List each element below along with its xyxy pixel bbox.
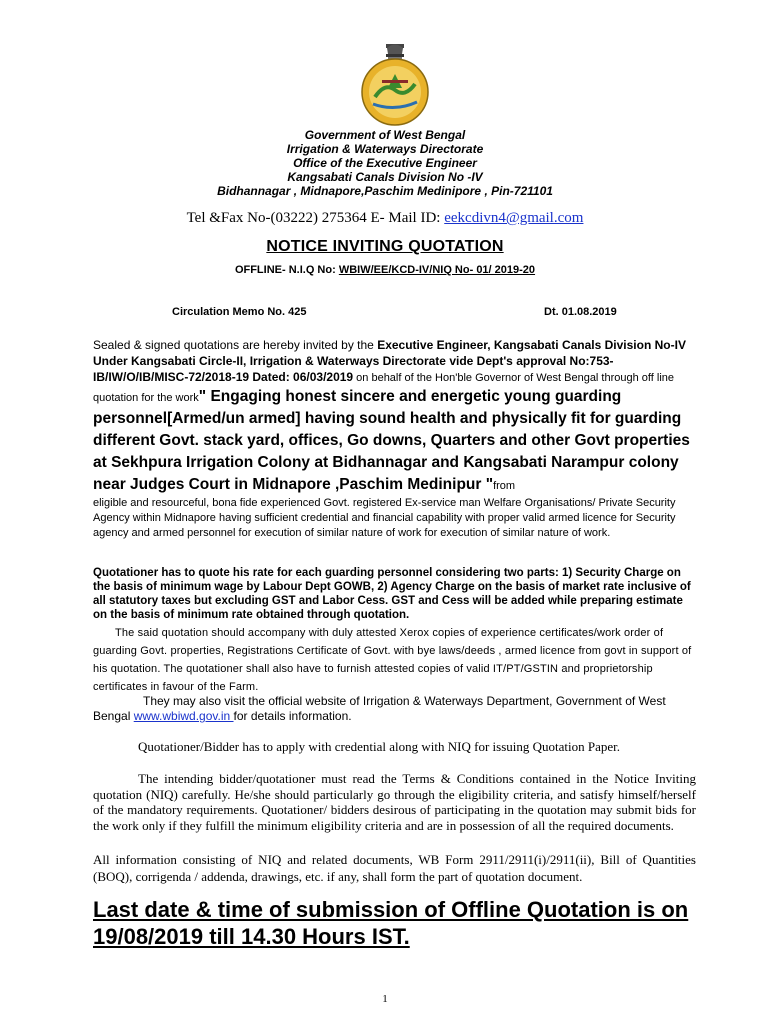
- last-date-heading: Last date & time of submission of Offline Quotation is on 19/08/2019 till 14.30 Hours IST.: [93, 897, 689, 949]
- niq-number: WBIW/EE/KCD-IV/NIQ No- 01/ 2019-20: [338, 264, 536, 276]
- niq-prefix: OFFLINE- N.I.Q No:: [234, 264, 339, 276]
- terms-paragraph: [93, 771, 696, 833]
- contact-line: [0, 210, 770, 227]
- rate-paragraph: Quotationer has to quote his rate for each guarding personnel considering two parts: 1) Security Charge on the basis of minimum wage by Labour Dept GOWB, 2) Agency Charge on the basis of market rate inclusive of all statutory taxes but excluding GST and Labor Cess. GST and Cess will be added while preparing estimate on the basis of minimum rate obtained through quotation.: [93, 567, 691, 621]
- website-tail: for details information.: [233, 709, 352, 723]
- documents-text: The said quotation should accompany with duly attested Xerox copies of experience certificates/work order of guarding Govt. properties, Registrations Certificate of Govt. with bye laws/deeds , armed licence from govt in support of his quotation. The quotationer shall also have to furnish attested copies of valid IT/PT/GSTIN and proprietorship certificates in favour of the Farm.: [93, 627, 692, 693]
- website-paragraph: [93, 694, 696, 724]
- invitation-intro: Sealed & signed quotations are hereby invited by the: [93, 338, 378, 352]
- tel-fax-label: Tel &Fax No-(03222) 275364 E- Mail ID:: [186, 210, 445, 226]
- government-emblem-icon: [340, 42, 450, 128]
- invitation-authority: Executive Engineer, Kangsabati Canals Division No-IV Under Kangsabati Circle-II, Irrigation & Waterways Directorate vide Dept's approval No:753-IB/IW/O/IB/MISC-72/2018-19 Dated: 06/03/2019: [93, 338, 686, 384]
- notice-title: NOTICE INVITING QUOTATION: [266, 238, 504, 255]
- documents-paragraph: [93, 624, 696, 696]
- from-word: from: [493, 480, 516, 492]
- memo-date: Dt. 01.08.2019: [544, 306, 617, 318]
- credential-text: Quotationer/Bidder has to apply with credential along with NIQ for issuing Quotation Paper.: [138, 739, 620, 754]
- eligibility-text: eligible and resourceful, bona fide experienced Govt. registered Ex-service man Welfare Organisations/ Private Security Agency within Midnapore having sufficient credential and financial capability with proper valid armed licence for Security agency and armed personnel for execution of similar nature of work for execution of similar nature of work.: [93, 497, 676, 539]
- circulation-memo: Circulation Memo No. 425: [172, 306, 307, 318]
- website-text: They may also visit the official website of Irrigation & Waterways Department, Government of West Bengal: [93, 694, 666, 723]
- work-description: " Engaging honest sincere and energetic young guarding personnel[Armed/un armed] having sound health and physically fit for guarding different Govt. stack yard, offices, Go downs, Quarters and other Govt properties at Sekhpura Irrigation Colony at Bidhannagar and Kangsabati Narampur colony near Judges Court in Midnapore ,Paschim Medinipur ": [93, 388, 690, 493]
- documents-info-paragraph: All information consisting of NIQ and related documents, WB Form 2911/2911(i)/2911(ii), Bill of Quantities (BOQ), corrigenda / addenda, drawings, etc. if any, shall form the part of quotation document.: [93, 852, 696, 884]
- invitation-paragraph: [93, 337, 696, 541]
- email-link[interactable]: eekcdivn4@gmail.com: [444, 210, 584, 226]
- niq-number-line: [0, 264, 770, 276]
- invitation-behalf: on behalf of the Hon'ble Governor of West Bengal through off line quotation for the work: [93, 372, 675, 404]
- terms-text: The intending bidder/quotationer must read the Terms & Conditions contained in the Notice Inviting quotation (NIQ) carefully. He/she should particularly go through the eligibility criteria, and satisfy himself/herself of the mandatory requirements. Quotationer/ bidders desirous of participating in the quotation may submit bids for the work only if they fulfill the minimum eligibility criteria and are in possession of all the required documents.: [93, 771, 696, 833]
- header-address: Bidhannagar , Midnapore,Paschim Medinipore , Pin-721101: [217, 184, 553, 198]
- header-office: Office of the Executive Engineer: [293, 156, 477, 170]
- header-directorate: Irrigation & Waterways Directorate: [286, 142, 484, 156]
- website-link[interactable]: www.wbiwd.gov.in: [133, 709, 234, 723]
- page-number: 1: [382, 993, 388, 1005]
- credential-paragraph: [93, 739, 696, 755]
- header-government: Government of West Bengal: [304, 128, 466, 142]
- header-division: Kangsabati Canals Division No -IV: [287, 170, 483, 184]
